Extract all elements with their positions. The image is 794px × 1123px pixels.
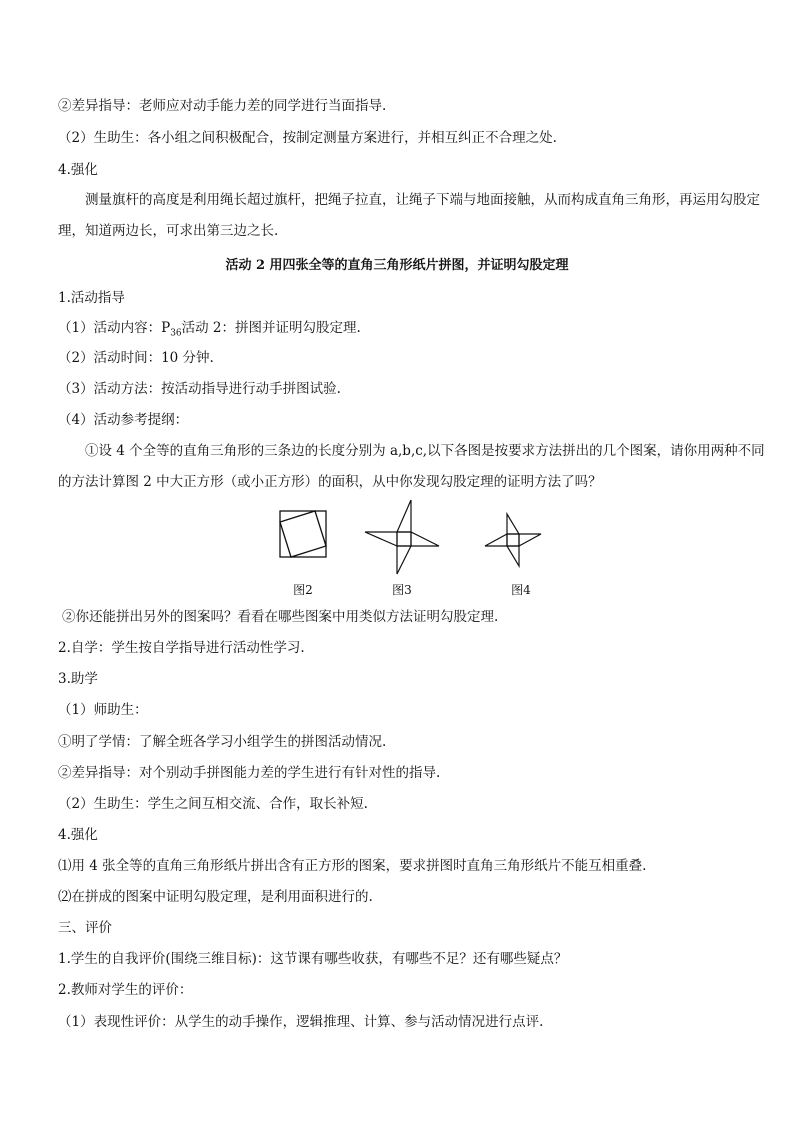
- figure-3-caption: 图3: [392, 583, 412, 597]
- text-line: [58, 318, 770, 344]
- text-line: （1）师助生：: [58, 702, 148, 718]
- figure-4-caption: 图4: [511, 583, 531, 597]
- text-line: （1）表现性评价：从学生的动手操作，逻辑推理、计算、参与活动情况进行点评.: [58, 1014, 544, 1030]
- text-line: ②差异指导：对个别动手拼图能力差的学生进行有针对性的指导.: [58, 765, 441, 781]
- figure-2-square-diagram: [279, 510, 327, 558]
- text-paragraph: ①设 4 个全等的直角三角形的三条边的长度分别为 a,b,c,以下各图是按要求方法拼出的几个图案，请你用两种不同的方法计算图 2 中大正方形（或小正方形）的面积，从中你发现勾股定理的证明方法了吗？: [58, 443, 765, 490]
- text-line: （3）活动方法：按活动指导进行动手拼图试验.: [58, 381, 341, 397]
- text-line: 2.自学：学生按自学指导进行活动性学习.: [58, 640, 305, 656]
- text-line: （2）生助生：学生之间互相交流、合作，取长补短.: [58, 796, 368, 812]
- text-line: （2）活动时间：10 分钟.: [58, 350, 214, 366]
- text-line: ②差异指导：老师应对动手能力差的同学进行当面指导.: [58, 98, 387, 114]
- text-line: 三、评价: [58, 920, 112, 936]
- figure-4-pinwheel-diagram: [483, 512, 543, 568]
- text-line: 1.学生的自我评价(围绕三维目标)：这节课有哪些收获，有哪些不足？还有哪些疑点？: [58, 951, 568, 967]
- figure-group: [0, 498, 794, 608]
- text-line: 3.助学: [58, 671, 98, 687]
- text-paragraph: 测量旗杆的高度是利用绳长超过旗杆，把绳子拉直，让绳子下端与地面接触，从而构成直角三角形，再运用勾股定理，知道两边长，可求出第三边之长.: [58, 192, 760, 239]
- text-line: ⑴用 4 张全等的直角三角形纸片拼出含有正方形的图案，要求拼图时直角三角形纸片不能互相重叠.: [58, 858, 647, 874]
- section-title: 活动 2 用四张全等的直角三角形纸片拼图，并证明勾股定理: [225, 258, 569, 273]
- text-line: 4.强化: [58, 827, 98, 843]
- text-line: （2）生助生：各小组之间积极配合，按制定测量方案进行，并相互纠正不合理之处.: [58, 130, 557, 146]
- text-line: 4.强化: [58, 162, 98, 178]
- figure-3-pinwheel-diagram: [363, 498, 441, 576]
- text-fragment: 活动 2：拼图并证明勾股定理.: [181, 320, 361, 336]
- text-line: ②你还能拼出另外的图案吗？看看在哪些图案中用类似方法证明勾股定理.: [62, 609, 499, 625]
- text-fragment: （1）活动内容：P: [58, 320, 171, 336]
- text-line: ①明了学情：了解全班各学习小组学生的拼图活动情况.: [58, 734, 387, 750]
- text-line: 1.活动指导: [58, 290, 125, 306]
- text-line: （4）活动参考提纲：: [58, 412, 189, 428]
- text-line: ⑵在拼成的图案中证明勾股定理，是利用面积进行的.: [58, 889, 373, 905]
- subscript: 36: [170, 328, 182, 339]
- text-line: 2.教师对学生的评价：: [58, 982, 193, 998]
- figure-2-caption: 图2: [293, 583, 313, 597]
